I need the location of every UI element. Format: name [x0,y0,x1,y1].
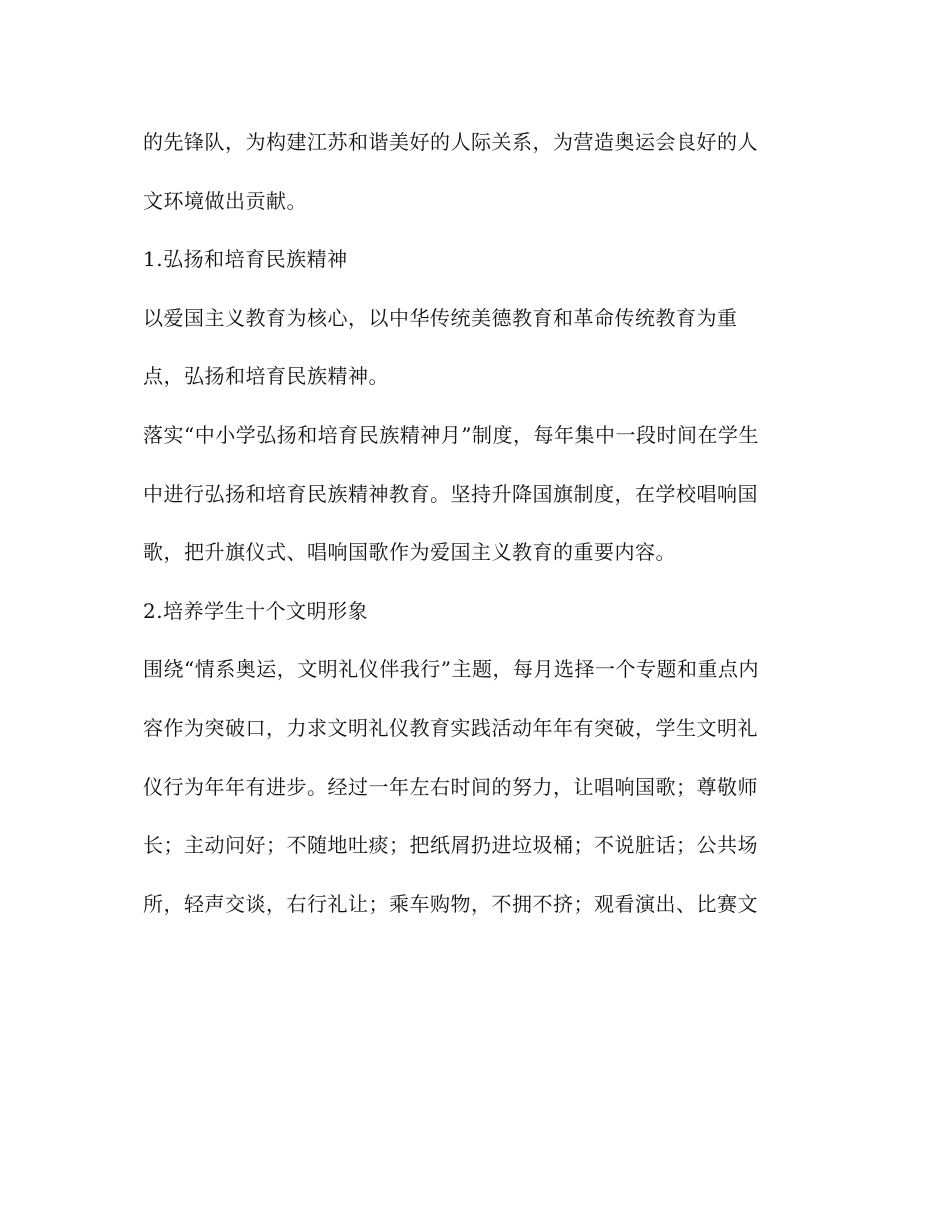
text-line-12: 仪行为年年有进步。经过一年左右时间的努力，让唱响国歌；尊敬师 [143,774,758,799]
text-line-6: 落实“中小学弘扬和培育民族精神月”制度，每年集中一段时间在学生 [143,422,759,447]
text-line-13: 长；主动问好；不随地吐痰；把纸屑扔进垃圾桶；不说脏话；公共场 [143,833,758,858]
text-line-10: 围绕“情系奥运，文明礼仪伴我行”主题，每月选择一个专题和重点内 [143,657,759,682]
text-line-1: 的先锋队，为构建江苏和谐美好的人际关系，为营造奥运会良好的人 [143,130,758,154]
text-line-5: 点，弘扬和培育民族精神。 [143,364,389,389]
text-line-8: 歌，把升旗仪式、唱响国歌作为爱国主义教育的重要内容。 [143,540,676,565]
section-heading-1: 1.弘扬和培育民族精神 [143,247,348,272]
text-line-2: 文环境做出贡献。 [143,188,307,213]
text-line-14: 所，轻声交谈，右行礼让；乘车购物，不拥不挤；观看演出、比赛文 [143,891,758,916]
text-line-7: 中进行弘扬和培育民族精神教育。坚持升降国旗制度，在学校唱响国 [143,481,758,506]
text-line-11: 容作为突破口，力求文明礼仪教育实践活动年年有突破，学生文明礼 [143,715,758,740]
text-line-4: 以爱国主义教育为核心，以中华传统美德教育和革命传统教育为重 [143,305,738,330]
document-body [143,120,808,940]
section-heading-2: 2.培养学生十个文明形象 [143,598,369,623]
